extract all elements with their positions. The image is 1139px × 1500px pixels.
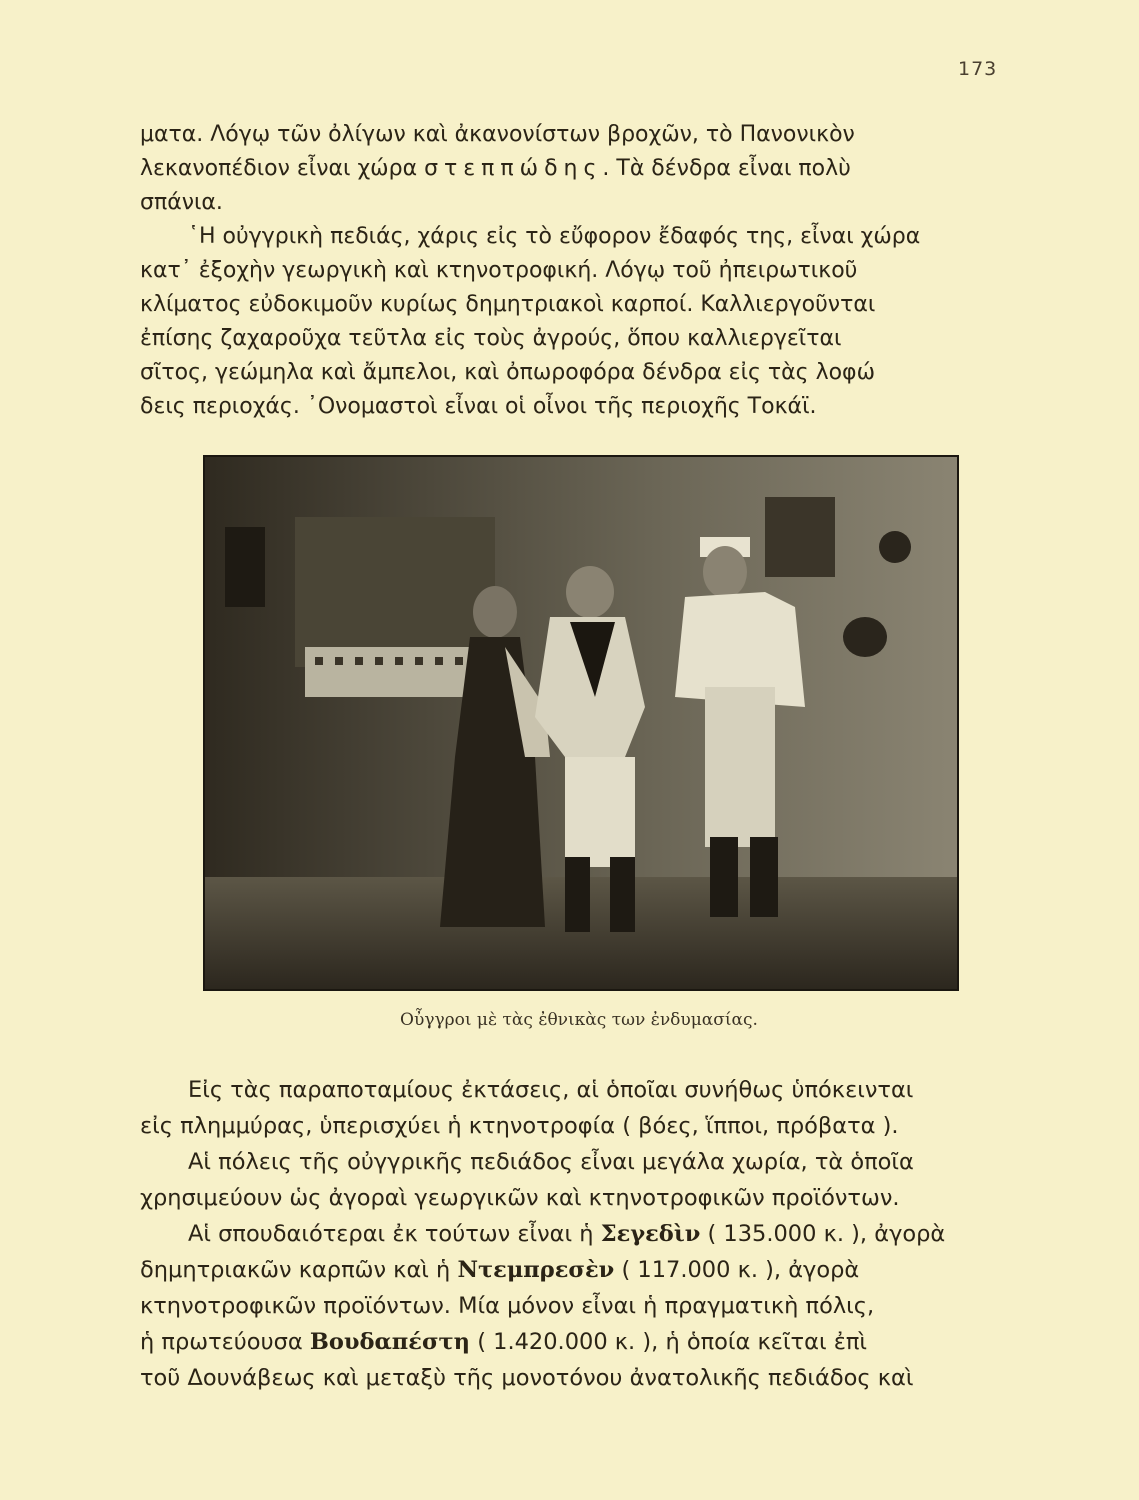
text-line: ματα. Λόγῳ τῶν ὀλίγων καὶ ἀκανονίστων βροχῶν, τὸ Πανονικὸν bbox=[140, 122, 855, 147]
emphasized-word: στεππώδης bbox=[424, 156, 603, 181]
city-name: Ντεμπρεσὲν bbox=[457, 1257, 615, 1283]
bottom-paragraph bbox=[140, 1072, 1008, 1396]
text-line: Αἱ σπουδαιότεραι ἐκ τούτων εἶναι ἡ Σεγεδὶν ( 135.000 κ. ), ἀγορὰ bbox=[188, 1221, 946, 1247]
text-line: δημητριακῶν καρπῶν καὶ ἡ Ντεμπρεσὲν ( 117.000 κ. ), ἀγορὰ bbox=[140, 1257, 860, 1283]
text-line: ἡ πρωτεύουσα Βουδαπέστη ( 1.420.000 κ. ), ἡ ὁποία κεῖται ἐπὶ bbox=[140, 1329, 868, 1355]
text-line: εἰς πλημμύρας, ὑπερισχύει ἡ κτηνοτροφία ( βόες, ἵπποι, πρόβατα ). bbox=[140, 1113, 899, 1139]
city-name: Βουδαπέστη bbox=[309, 1329, 471, 1355]
page-number: 173 bbox=[958, 58, 998, 80]
text-line: ῾Η οὐγγρικὴ πεδιάς, χάρις εἰς τὸ εὔφορον ἔδαφός της, εἶναι χώρα bbox=[188, 224, 921, 249]
text-line: ἐπίσης ζαχαροῦχα τεῦτλα εἰς τοὺς ἀγρούς, ὅπου καλλιεργεῖται bbox=[140, 326, 842, 351]
text-line: λεκανοπέδιον εἶναι χώρα στεππώδης. Τὰ δένδρα εἶναι πολὺ bbox=[140, 156, 851, 181]
photo-illustration bbox=[205, 457, 957, 989]
photo-hungarian-costumes bbox=[203, 455, 959, 991]
text-line: κτηνοτροφικῶν προϊόντων. Μία μόνον εἶναι ἡ πραγματικὴ πόλις, bbox=[140, 1293, 875, 1319]
text-line: κλίματος εὐδοκιμοῦν κυρίως δημητριακοὶ καρποί. Καλλιεργοῦνται bbox=[140, 292, 876, 317]
text-line: δεις περιοχάς. ᾿Ονομαστοὶ εἶναι οἱ οἶνοι τῆς περιοχῆς Τοκάϊ. bbox=[140, 394, 817, 419]
city-name: Σεγεδὶν bbox=[600, 1221, 701, 1247]
top-paragraph bbox=[140, 118, 1008, 424]
text-line: σῖτος, γεώμηλα καὶ ἄμπελοι, καὶ ὀπωροφόρα δένδρα εἰς τὰς λοφώ bbox=[140, 360, 875, 385]
text-line: τοῦ Δουνάβεως καὶ μεταξὺ τῆς μονοτόνου ἀνατολικῆς πεδιάδος καὶ bbox=[140, 1365, 914, 1391]
text-line: Εἰς τὰς παραποταμίους ἐκτάσεις, αἱ ὁποῖαι συνήθως ὑπόκεινται bbox=[188, 1077, 914, 1103]
text-line: κατ᾿ ἐξοχὴν γεωργικὴ καὶ κτηνοτροφική. Λόγῳ τοῦ ἠπειρωτικοῦ bbox=[140, 258, 858, 283]
text-line: Αἱ πόλεις τῆς οὐγγρικῆς πεδιάδος εἶναι μεγάλα χωρία, τὰ ὁποῖα bbox=[188, 1149, 914, 1175]
photo-caption: Οὖγγροι μὲ τὰς ἐθνικὰς των ἐνδυμασίας. bbox=[400, 1010, 758, 1030]
text-line: χρησιμεύουν ὡς ἀγοραὶ γεωργικῶν καὶ κτηνοτροφικῶν προϊόντων. bbox=[140, 1185, 900, 1211]
text-line: σπάνια. bbox=[140, 190, 223, 215]
